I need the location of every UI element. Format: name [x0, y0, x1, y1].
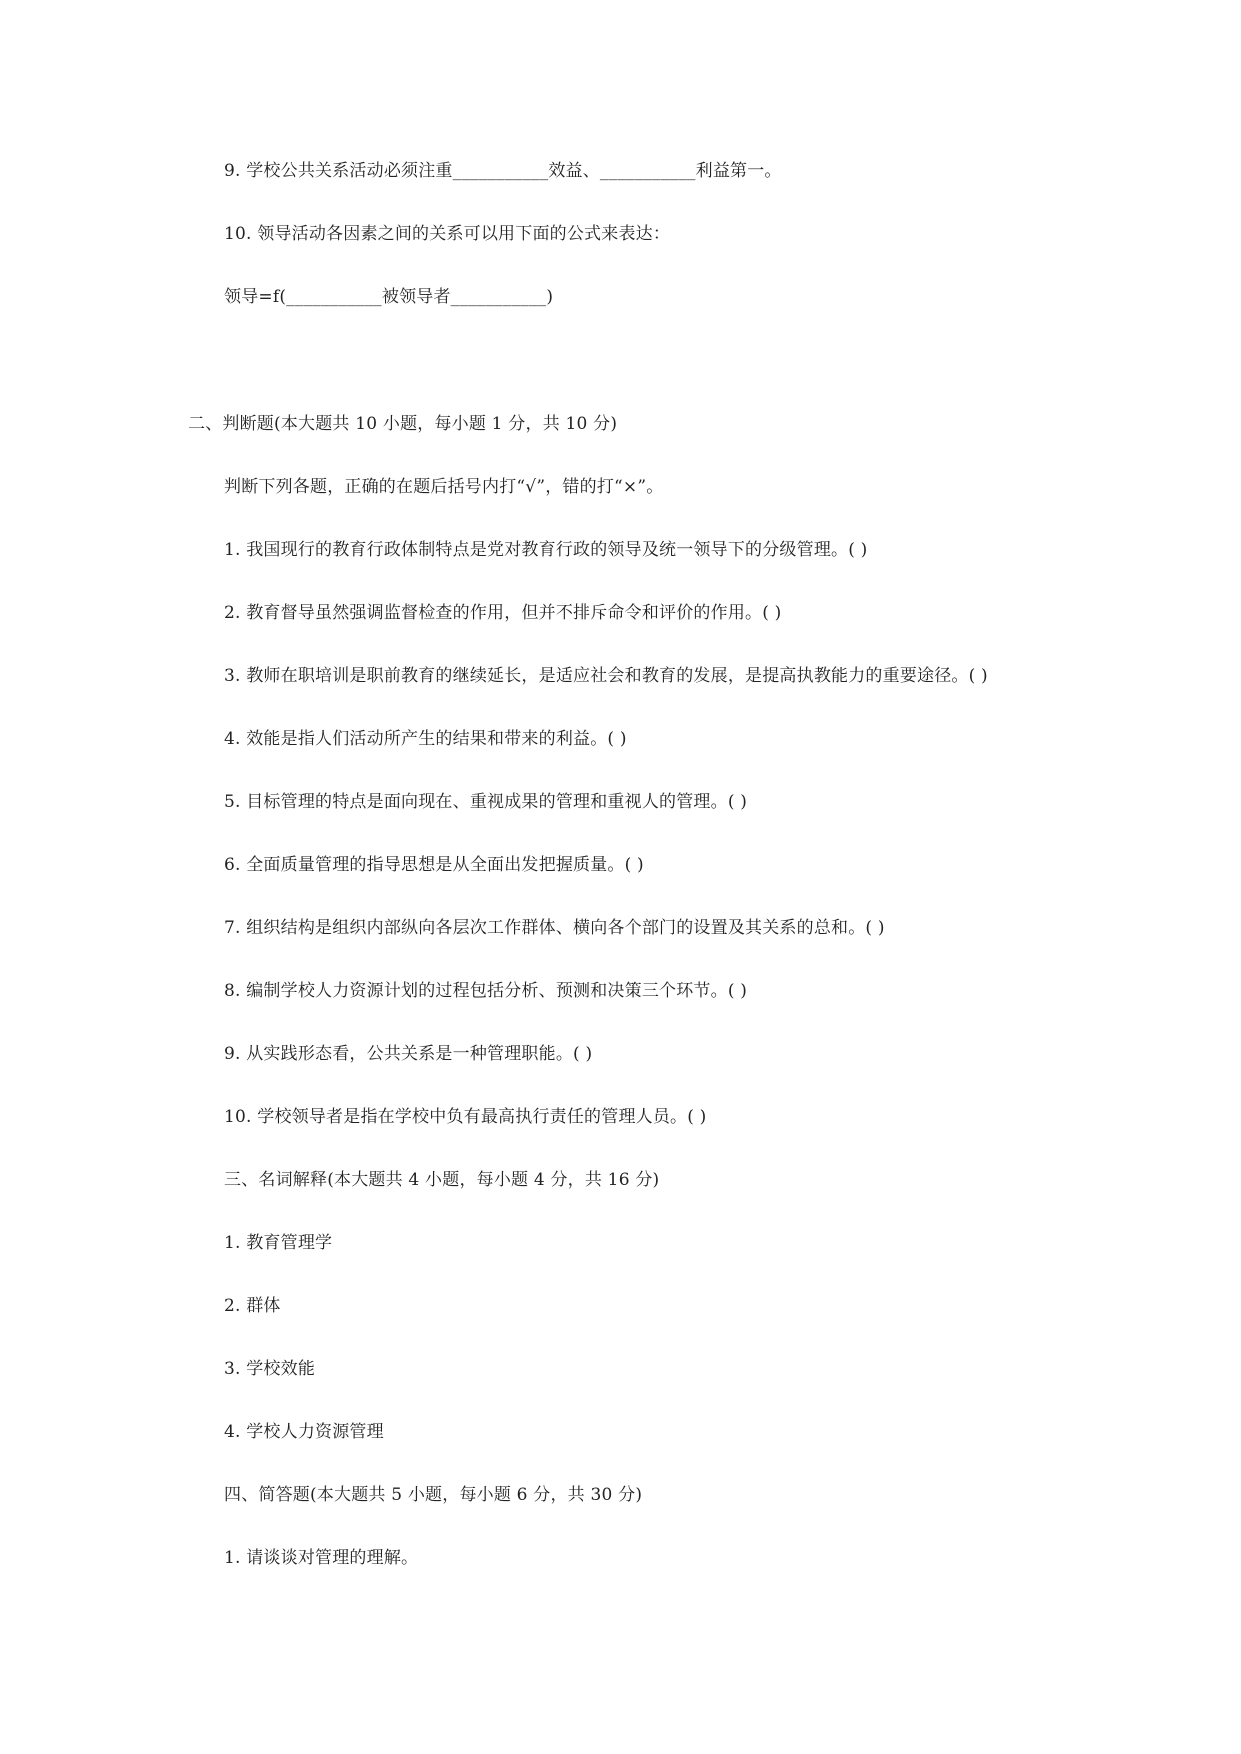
term-question-2: 2. 群体	[224, 1296, 281, 1316]
term-question-3: 3. 学校效能	[224, 1359, 316, 1379]
term-question-1: 1. 教育管理学	[224, 1233, 333, 1253]
term-question-4: 4. 学校人力资源管理	[224, 1422, 384, 1442]
judgment-question-4: 4. 效能是指人们活动所产生的结果和带来的利益。( )	[224, 729, 627, 749]
section-heading-judgment: 二、判断题(本大题共 10 小题，每小题 1 分，共 10 分)	[188, 414, 618, 434]
judgment-instructions: 判断下列各题，正确的在题后括号内打“√”，错的打“×”。	[224, 477, 664, 497]
judgment-question-7: 7. 组织结构是组织内部纵向各层次工作群体、横向各个部门的设置及其关系的总和。( )	[224, 918, 885, 938]
judgment-question-8: 8. 编制学校人力资源计划的过程包括分析、预测和决策三个环节。( )	[224, 981, 748, 1001]
judgment-question-1: 1. 我国现行的教育行政体制特点是党对教育行政的领导及统一领导下的分级管理。( )	[224, 540, 868, 560]
judgment-question-6: 6. 全面质量管理的指导思想是从全面出发把握质量。( )	[224, 855, 644, 875]
fill-in-question-9: 9. 学校公共关系活动必须注重___________效益、___________利益第一。	[224, 161, 782, 181]
judgment-question-2: 2. 教育督导虽然强调监督检查的作用，但并不排斥命令和评价的作用。( )	[224, 603, 782, 623]
judgment-question-5: 5. 目标管理的特点是面向现在、重视成果的管理和重视人的管理。( )	[224, 792, 748, 812]
formula-line: 领导=f(___________被领导者___________)	[224, 287, 554, 307]
judgment-question-9: 9. 从实践形态看，公共关系是一种管理职能。( )	[224, 1044, 593, 1064]
section-heading-short-answer: 四、简答题(本大题共 5 小题，每小题 6 分，共 30 分)	[224, 1485, 643, 1505]
fill-in-question-10: 10. 领导活动各因素之间的关系可以用下面的公式来表达：	[224, 224, 671, 244]
section-heading-terms: 三、名词解释(本大题共 4 小题，每小题 4 分，共 16 分)	[224, 1170, 660, 1190]
short-answer-question-1: 1. 请谈谈对管理的理解。	[224, 1548, 419, 1568]
judgment-question-3: 3. 教师在职培训是职前教育的继续延长，是适应社会和教育的发展，是提高执教能力的重要途径。( )	[224, 666, 988, 686]
judgment-question-10: 10. 学校领导者是指在学校中负有最高执行责任的管理人员。( )	[224, 1107, 707, 1127]
